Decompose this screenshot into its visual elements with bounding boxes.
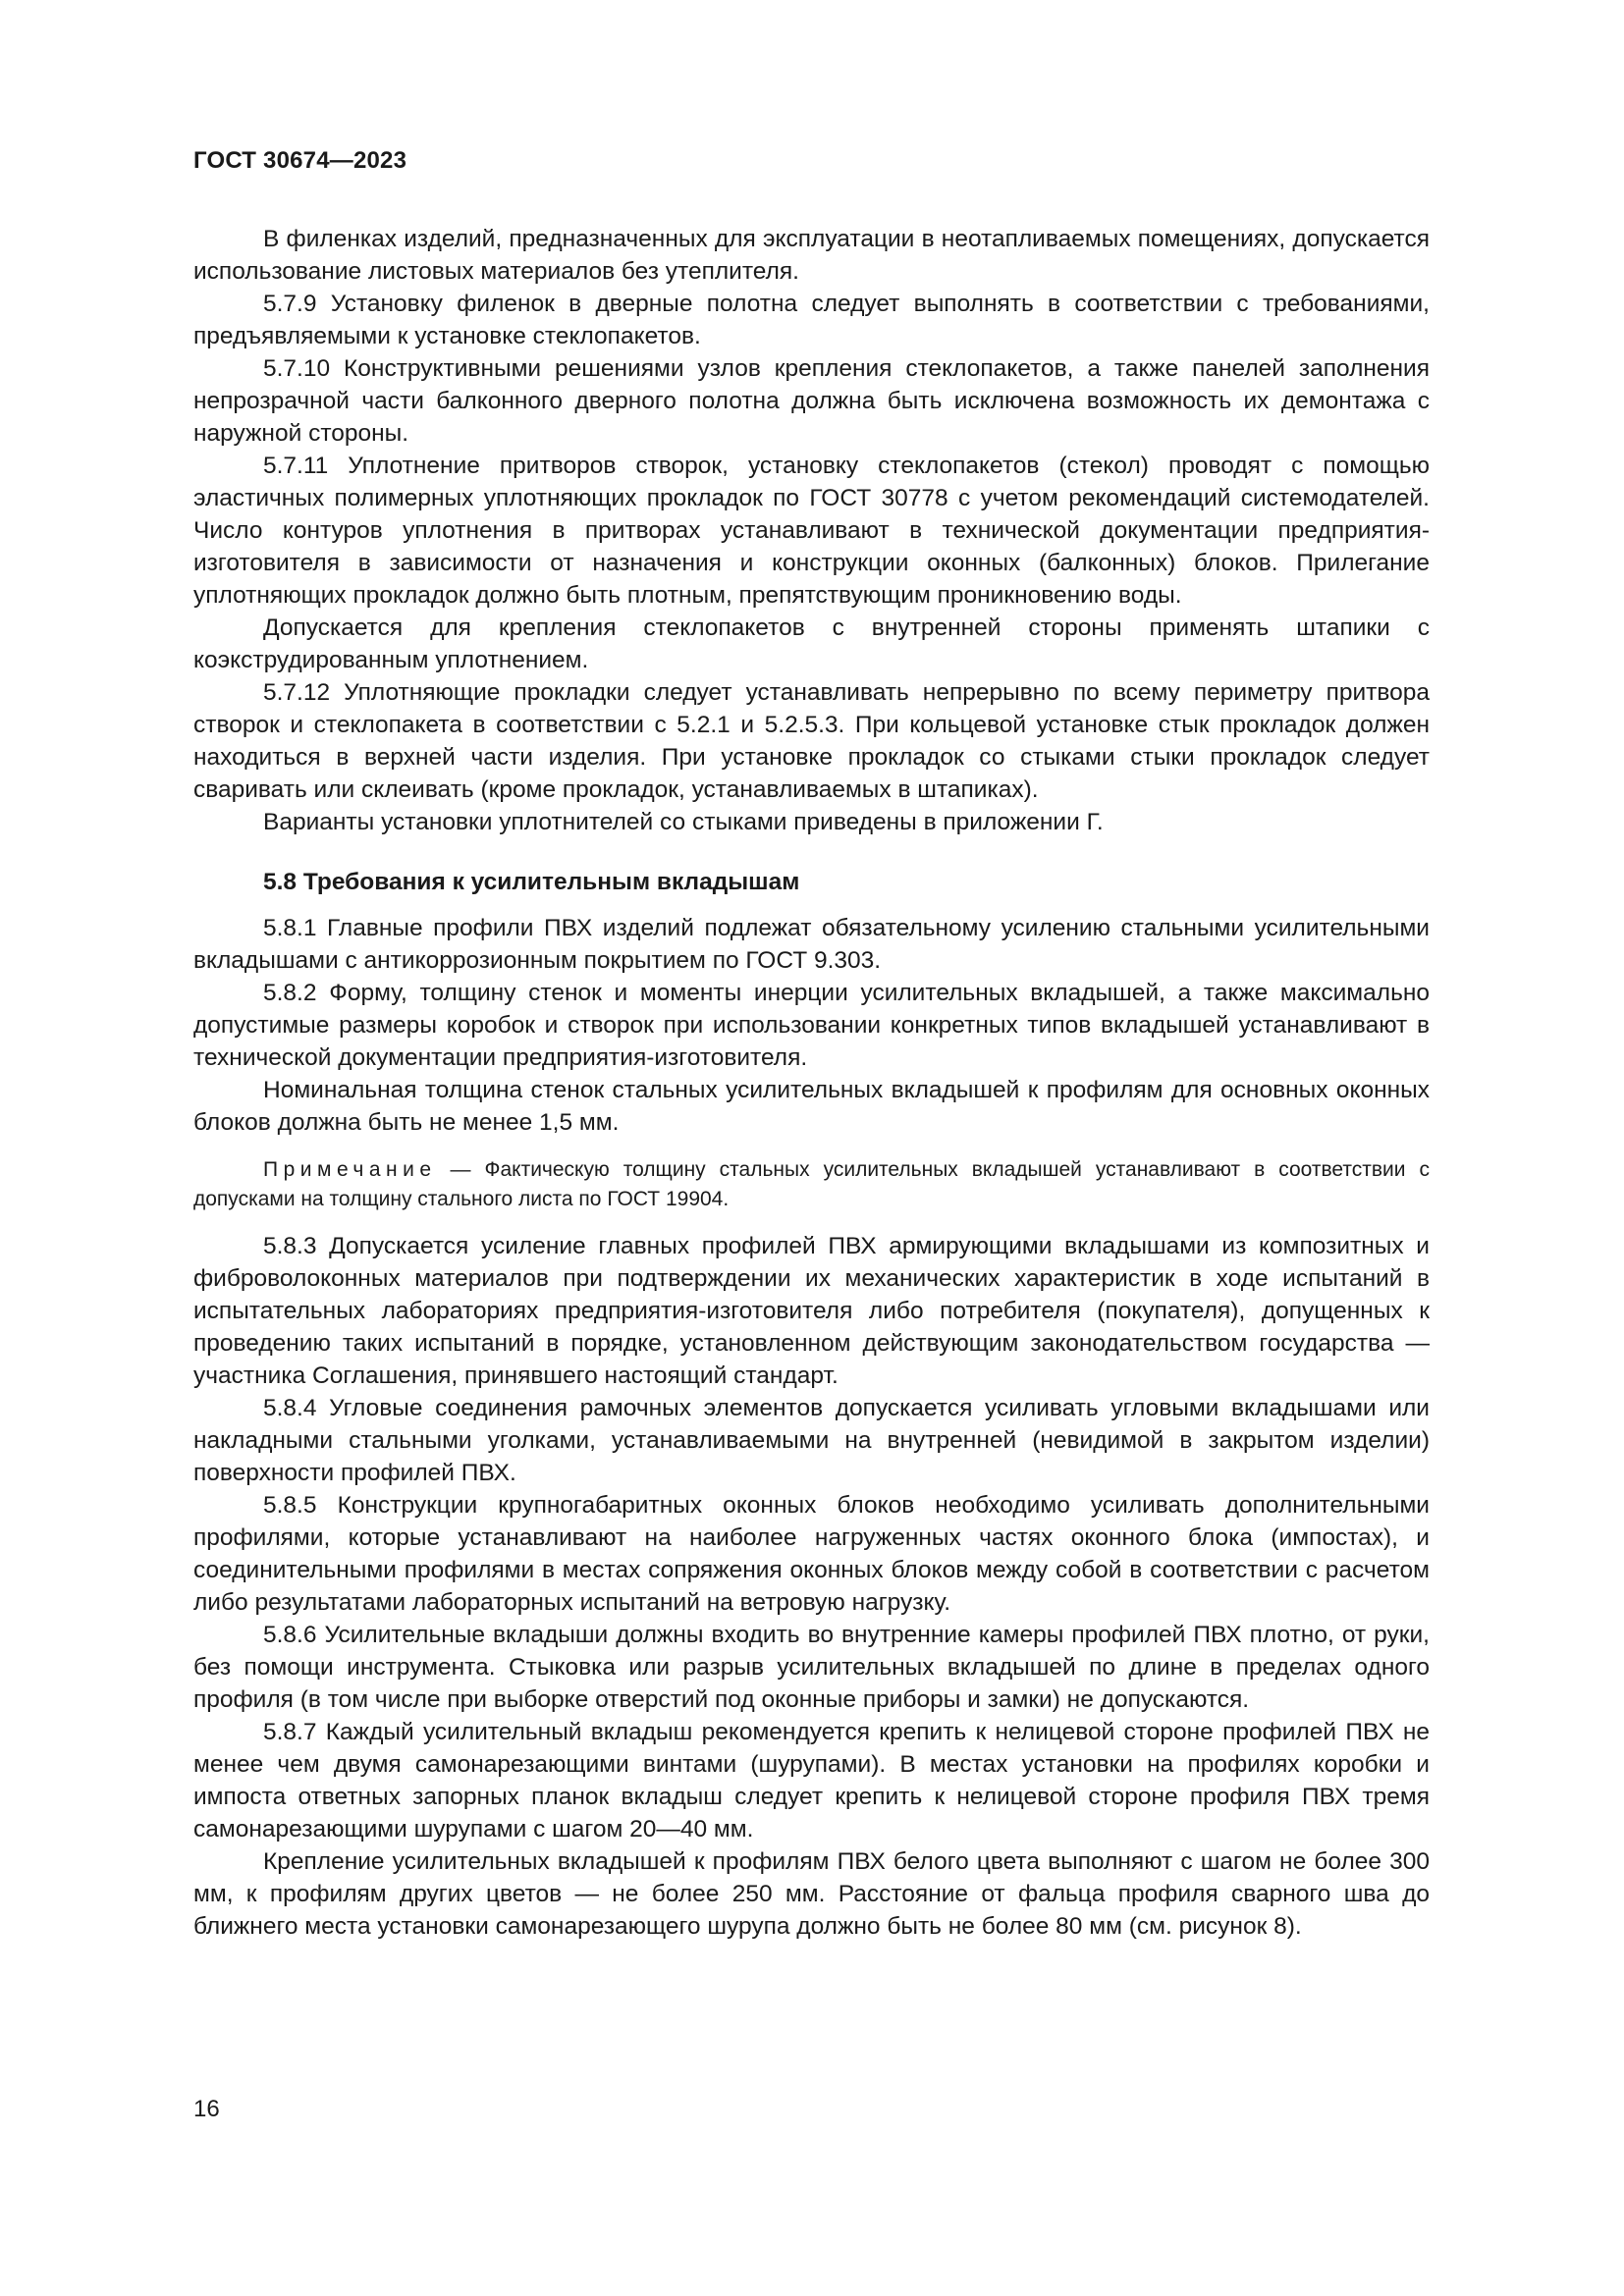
paragraph-5-7-10: 5.7.10 Конструктивными решениями узлов крепления стеклопакетов, а также панелей заполнения непрозрачной части балконного дверного полотна должна быть исключена возможность их демонтажа с наружной стороны. [193,355,1430,447]
paragraph-5-8-4: 5.8.4 Угловые соединения рамочных элементов допускается усиливать угловыми вкладышами или накладными стальными уголками, устанавливаемыми на внутренней (невидимой в закрытом изделии) поверхности профилей ПВХ. [193,1395,1430,1486]
paragraph-5-7-11: 5.7.11 Уплотнение притворов створок, установку стеклопакетов (стекол) проводят с помощью эластичных полимерных уплотняющих прокладок по ГОСТ 30778 с учетом рекомендаций системодателей. Число контуров уплотнения в притворах устанавливают в технической документации предприятия-изготовителя в зависимости от назначения и конструкции оконных (балконных) блоков. Прилегание уплотняющих прокладок должно быть плотным, препятствующим проникновению воды. [193,453,1430,609]
note-block [193,1155,1430,1214]
paragraph-panels-unheated: В филенках изделий, предназначенных для эксплуатации в неотапливаемых помещениях, допускается использование листовых материалов без утеплителя. [193,226,1430,285]
paragraph-5-8-2: 5.8.2 Форму, толщину стенок и моменты инерции усилительных вкладышей, а также максимально допустимые размеры коробок и створок при использовании конкретных типов вкладышей устанавливают в технической документации предприятия-изготовителя. [193,980,1430,1071]
paragraph-5-7-9: 5.7.9 Установку филенок в дверные полотна следует выполнять в соответствии с требованиями, предъявляемыми к установке стеклопакетов. [193,291,1430,349]
paragraph-5-8-7: 5.8.7 Каждый усилительный вкладыш рекомендуется крепить к нелицевой стороне профилей ПВХ не менее чем двумя самонарезающими винтами (шурупами). В местах установки на профилях коробки и импоста ответных запорных планок вкладыш следует крепить к нелицевой стороне профиля ПВХ тремя самонарезающими шурупами с шагом 20—40 мм. [193,1719,1430,1842]
paragraph-5-8-3: 5.8.3 Допускается усиление главных профилей ПВХ армирующими вкладышами из композитных и фиброволоконных материалов при подтверждении их механических характеристик в ходе испытаний в испытательных лабораториях предприятия-изготовителя либо потребителя (покупателя), допущенных к проведению таких испытаний в порядке, установленном действующим законодательством государства — участника Соглашения, принявшего настоящий стандарт. [193,1233,1430,1389]
page-number: 16 [193,2096,220,2122]
note-text: — Фактическую толщину стальных усилительных вкладышей устанавливают в соответствии с допусками на толщину стального листа по ГОСТ 19904. [193,1158,1430,1210]
paragraph-seal-joint-variants: Варианты установки уплотнителей со стыками приведены в приложении Г. [263,809,1104,835]
paragraph-fastening-pitch: Крепление усилительных вкладышей к профилям ПВХ белого цвета выполняют с шагом не более 300 мм, к профилям других цветов — не более 250 мм. Расстояние от фальца профиля сварного шва до ближнего места установки самонарезающего шурупа должно быть не более 80 мм (см. рисунок 8). [193,1848,1430,1940]
paragraph-glazing-beads: Допускается для крепления стеклопакетов с внутренней стороны применять штапики с коэкструдированным уплотнением. [193,614,1430,673]
section-heading-5-8: 5.8 Требования к усилительным вкладышам [263,869,800,895]
standard-header: ГОСТ 30674—2023 [193,147,407,174]
paragraph-5-8-6: 5.8.6 Усилительные вкладыши должны входить во внутренние камеры профилей ПВХ плотно, от руки, без помощи инструмента. Стыковка или разрыв усилительных вкладышей по длине в пределах одного профиля (в том числе при выборке отверстий под оконные приборы и замки) не допускаются. [193,1622,1430,1713]
paragraph-5-7-12: 5.7.12 Уплотняющие прокладки следует устанавливать непрерывно по всему периметру притвора створок и стеклопакета в соответствии с 5.2.1 и 5.2.5.3. При кольцевой установке стык прокладок должен находиться в верхней части изделия. При установке прокладок со стыками стыки прокладок следует сваривать или склеивать (кроме прокладок, устанавливаемых в штапиках). [193,679,1430,803]
note-label: Примечание [263,1158,437,1181]
paragraph-5-8-1: 5.8.1 Главные профили ПВХ изделий подлежат обязательному усилению стальными усилительными вкладышами с антикоррозионным покрытием по ГОСТ 9.303. [193,915,1430,974]
paragraph-5-8-5: 5.8.5 Конструкции крупногабаритных оконных блоков необходимо усиливать дополнительными профилями, которые устанавливают на наиболее нагруженных частях оконного блока (импостах), и соединительными профилями в местах сопряжения оконных блоков между собой в соответствии с расчетом либо результатами лабораторных испытаний на ветровую нагрузку. [193,1492,1430,1616]
document-body [193,223,1430,1943]
paragraph-nominal-thickness: Номинальная толщина стенок стальных усилительных вкладышей к профилям для основных оконных блоков должна быть не менее 1,5 мм. [193,1077,1430,1136]
